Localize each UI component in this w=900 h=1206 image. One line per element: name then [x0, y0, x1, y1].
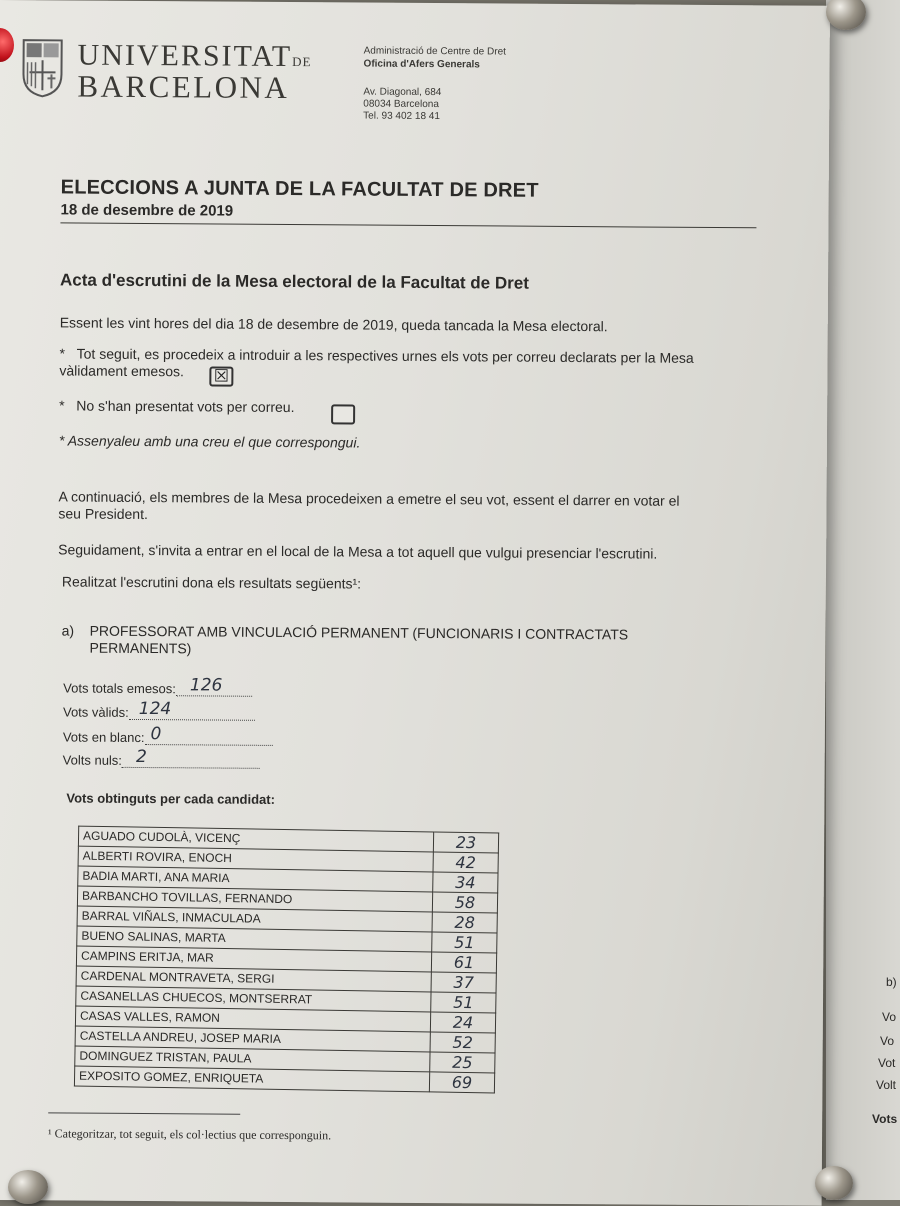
candidate-votes: 51: [431, 992, 496, 1013]
closing-paragraph: Essent les vint hores del dia 18 de desembre de 2019, queda tancada la Mesa electoral.: [60, 314, 608, 335]
candidate-votes: 58: [432, 892, 497, 913]
candidate-name: CASTELLA ANDREU, JOSEP MARIA: [75, 1026, 430, 1052]
candidate-name: DOMINGUEZ TRISTAN, PAULA: [75, 1046, 430, 1072]
candidate-name: BARBANCHO TOVILLAS, FERNANDO: [77, 886, 432, 912]
candidate-votes: 23: [433, 832, 498, 853]
members-paragraph: A continuació, els membres de la Mesa procedeixen a emetre el seu vot, essent el darrer en votar el seu President.: [58, 488, 778, 527]
address-block: Av. Diagonal, 684 08034 Barcelona Tel. 93 402 18 41: [363, 87, 441, 124]
total-votes-value: 126: [190, 675, 223, 695]
results-paragraph: Realitzat l'escrutini dona els resultats següents¹:: [62, 573, 361, 592]
candidate-name: AGUADO CUDOLÀ, VICENÇ: [78, 826, 433, 852]
no-postal-votes-checkbox[interactable]: [331, 404, 355, 424]
instruction-note: * Assenyaleu amb una creu el que correspongui.: [59, 432, 361, 451]
adjacent-text: Vo: [882, 1010, 896, 1024]
candidate-votes: 51: [432, 932, 497, 953]
candidate-name: BADIA MARTI, ANA MARIA: [78, 866, 433, 892]
adjacent-text: Vo: [880, 1034, 894, 1048]
university-shield-icon: [21, 38, 63, 98]
blank-votes-value: 0: [150, 724, 161, 744]
section-a-heading: PROFESSORAT AMB VINCULACIÓ PERMANENT (FUNCIONARIS I CONTRACTATS PERMANENTS): [89, 623, 628, 661]
adjacent-sheet: [826, 0, 900, 1200]
office-block: Administració de Centre de Dret Oficina d'Afers Generals: [364, 45, 506, 72]
candidate-name: CASAS VALLES, RAMON: [75, 1006, 430, 1032]
adjacent-text: Vots: [872, 1112, 897, 1126]
candidate-name: BUENO SALINAS, MARTA: [77, 926, 432, 952]
blank-votes-field: Vots en blanc: 0: [63, 723, 273, 745]
election-date: 18 de desembre de 2019: [60, 201, 233, 219]
footnote-divider: [48, 1112, 240, 1114]
pushpin: [8, 1170, 48, 1204]
candidate-name: CASANELLAS CHUECOS, MONTSERRAT: [76, 986, 431, 1012]
total-votes-field: Vots totals emesos: 126: [63, 674, 252, 696]
footnote: ¹ Categoritzar, tot seguit, els col·lectius que corresponguin.: [48, 1126, 331, 1143]
option-postal-votes: * Tot seguit, es procedeix a introduir a les respectives urnes els vots per correu declarats per la Mesa vàlidament emesos.: [59, 345, 769, 384]
candidate-votes: 28: [432, 912, 497, 933]
candidate-votes: 37: [431, 972, 496, 993]
candidates-table: [74, 826, 499, 1094]
candidate-votes: 69: [429, 1072, 494, 1093]
candidate-name: ALBERTI ROVIRA, ENOCH: [78, 846, 433, 872]
candidates-heading: Vots obtinguts per cada candidat:: [66, 790, 275, 806]
title-divider: [60, 222, 756, 228]
adjacent-b-marker: b): [886, 975, 897, 989]
invite-paragraph: Seguidament, s'invita a entrar en el local de la Mesa a tot aquell que vulgui presenciar l'escrutini.: [58, 541, 657, 562]
adjacent-text: Vot: [878, 1056, 895, 1070]
candidate-votes: 24: [430, 1012, 495, 1033]
candidate-name: BARRAL VIÑALS, INMACULADA: [77, 906, 432, 932]
institution-name: UNIVERSITATDE: [77, 39, 311, 75]
section-title: Acta d'escrutini de la Mesa electoral de la Facultat de Dret: [60, 270, 529, 293]
null-votes-value: 2: [136, 747, 147, 767]
candidate-votes: 42: [433, 852, 498, 873]
section-a-marker: a): [62, 622, 75, 639]
adjacent-text: Volt: [876, 1078, 896, 1092]
candidate-name: CAMPINS ERITJA, MAR: [76, 946, 431, 972]
candidate-votes: 52: [430, 1032, 495, 1053]
candidate-name: EXPOSITO GOMEZ, ENRIQUETA: [74, 1066, 429, 1092]
candidate-votes: 34: [433, 872, 498, 893]
valid-votes-field: Vots vàlids: 124: [63, 698, 255, 720]
candidate-votes: 61: [431, 952, 496, 973]
candidate-votes: 25: [430, 1052, 495, 1073]
null-votes-field: Volts nuls: 2: [63, 746, 260, 768]
pushpin: [815, 1166, 853, 1200]
page-title: ELECCIONS A JUNTA DE LA FACULTAT DE DRET: [61, 176, 539, 202]
option-no-postal-votes: * No s'han presentat vots per correu.: [59, 397, 294, 416]
candidate-name: CARDENAL MONTRAVETA, SERGI: [76, 966, 431, 992]
institution-city: BARCELONA: [77, 69, 289, 106]
valid-votes-value: 124: [139, 699, 172, 719]
postal-votes-checkbox[interactable]: ☒: [209, 366, 233, 386]
